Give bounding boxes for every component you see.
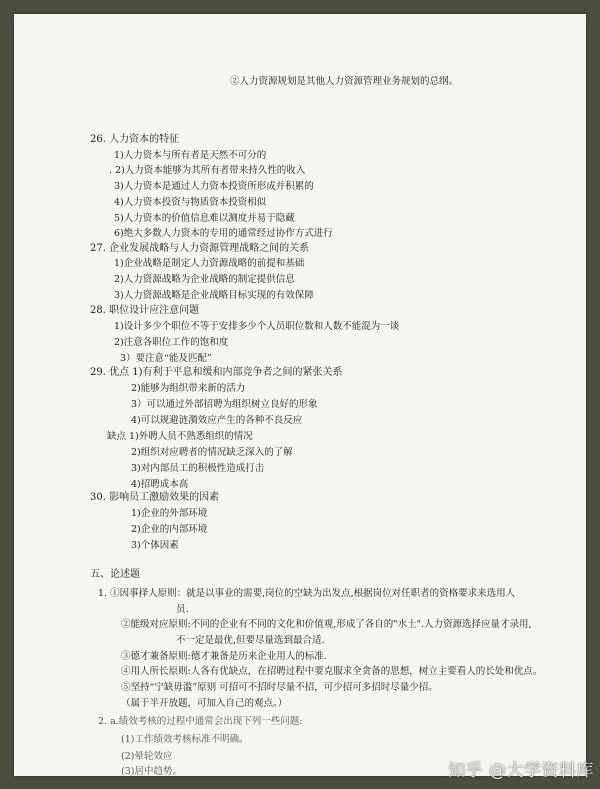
section-heading-26: 26. 人力资本的特征 — [90, 134, 180, 145]
list-item: (3)居中趋势。 — [121, 766, 182, 776]
section-heading-28: 28. 职位设计应注意问题 — [90, 305, 200, 316]
list-item: 2)组织对应聘者的情况缺乏深入的了解 — [131, 447, 293, 458]
section-heading-29: 29. 优点 1)有利于平息和缓和内部竞争者之间的紧张关系 — [90, 367, 343, 378]
paragraph-line: ③德才兼备原则:德才兼备是历来企业用人的标准. — [121, 651, 327, 662]
section-heading-27: 27. 企业发展战略与人力资源管理战略之间的关系 — [90, 243, 310, 254]
watermark-text: 知乎 @大学资料库 — [448, 761, 594, 781]
list-item: (2)晕轮效应 — [121, 751, 173, 762]
paragraph-line: ⑤坚持“宁缺毋滥”原则 可招可不招时尽量不招，可少招可多招时尽量少招。 — [121, 682, 438, 693]
paragraph-line: 1. ①因事择人原则：就是以事业的需要,岗位的空缺为出发点,根据岗位对任职者的资格要求来选用人 — [98, 588, 516, 599]
list-item: 2)能够为组织带来新的活力 — [131, 383, 246, 394]
list-item: 2)注意各职位工作的饱和度 — [114, 337, 229, 348]
paragraph-line: 不一定是最优,但要尽量选到最合适. — [176, 635, 325, 646]
list-item: 1)企业战略是制定人力资源战略的前提和基础 — [114, 258, 305, 269]
document-page — [14, 14, 586, 776]
paragraph-line: ②能级对应原则:不同的企业有不同的文化和价值观,形成了各自的"水土".人力资源选择应量才录用, — [121, 619, 532, 630]
list-item: 4)招聘成本高 — [131, 479, 189, 490]
list-item: 3）可以通过外部招聘为组织树立良好的形象 — [131, 399, 318, 410]
list-item: 3)个体因素 — [131, 540, 179, 551]
text-line: ②人力资源规划是其他人力资源管理业务规划的总纲。 — [230, 76, 459, 87]
paragraph-line: 2. a.绩效考核的过程中通常会出现下列一些问题: — [98, 716, 303, 727]
section-heading-essay: 五、论述题 — [90, 569, 140, 580]
list-item: 1)企业的外部环境 — [131, 508, 208, 519]
list-item: 4)可以规避涟漪效应产生的各种不良反应 — [131, 415, 303, 426]
list-item: 6)绝大多数人力资本的专用的通常经过协作方式进行 — [114, 228, 333, 239]
list-item: 2)企业的内部环境 — [131, 524, 208, 535]
list-item: 3）要注意“能及匹配” — [120, 353, 212, 364]
list-item: 2)人力资源战略为企业战略的制定提供信息 — [114, 274, 295, 285]
list-item: 4)人力资本投资与物质资本投资相似 — [114, 197, 267, 208]
list-item: 3)人力资源战略是企业战略目标实现的有效保障 — [114, 290, 314, 301]
list-item: (1)工作绩效考核标准不明确。 — [121, 734, 249, 745]
section-heading-30: 30. 影响员工激励效果的因素 — [90, 492, 220, 503]
list-item: . 2)人力资本能够为其所有者带来持久性的收入 — [109, 165, 306, 176]
list-item: 3)对内部员工的积极性造成打击 — [131, 463, 265, 474]
list-item: 1)设计多少个职位不等于安排多少个人员职位数和人数不能混为一谈 — [114, 321, 400, 332]
list-item: 5)人力资本的价值信息难以测度并易于隐藏 — [114, 213, 295, 224]
list-item: 缺点 1)外聘人员不熟悉组织的情况 — [107, 431, 253, 442]
paragraph-line: （属于半开放题，可加入自己的观点。） — [121, 698, 288, 709]
list-item: 1)人力资本与所有者是天然不可分的 — [114, 150, 267, 161]
list-item: 3)人力资本是通过人力资本投资所形成并积累的 — [114, 181, 314, 192]
paragraph-line: ④用人所长原则:人各有优缺点，在招聘过程中要克服求全贪备的思想，树立主要看人的长处和优点。 — [121, 666, 543, 677]
paragraph-line: 员. — [176, 604, 189, 615]
